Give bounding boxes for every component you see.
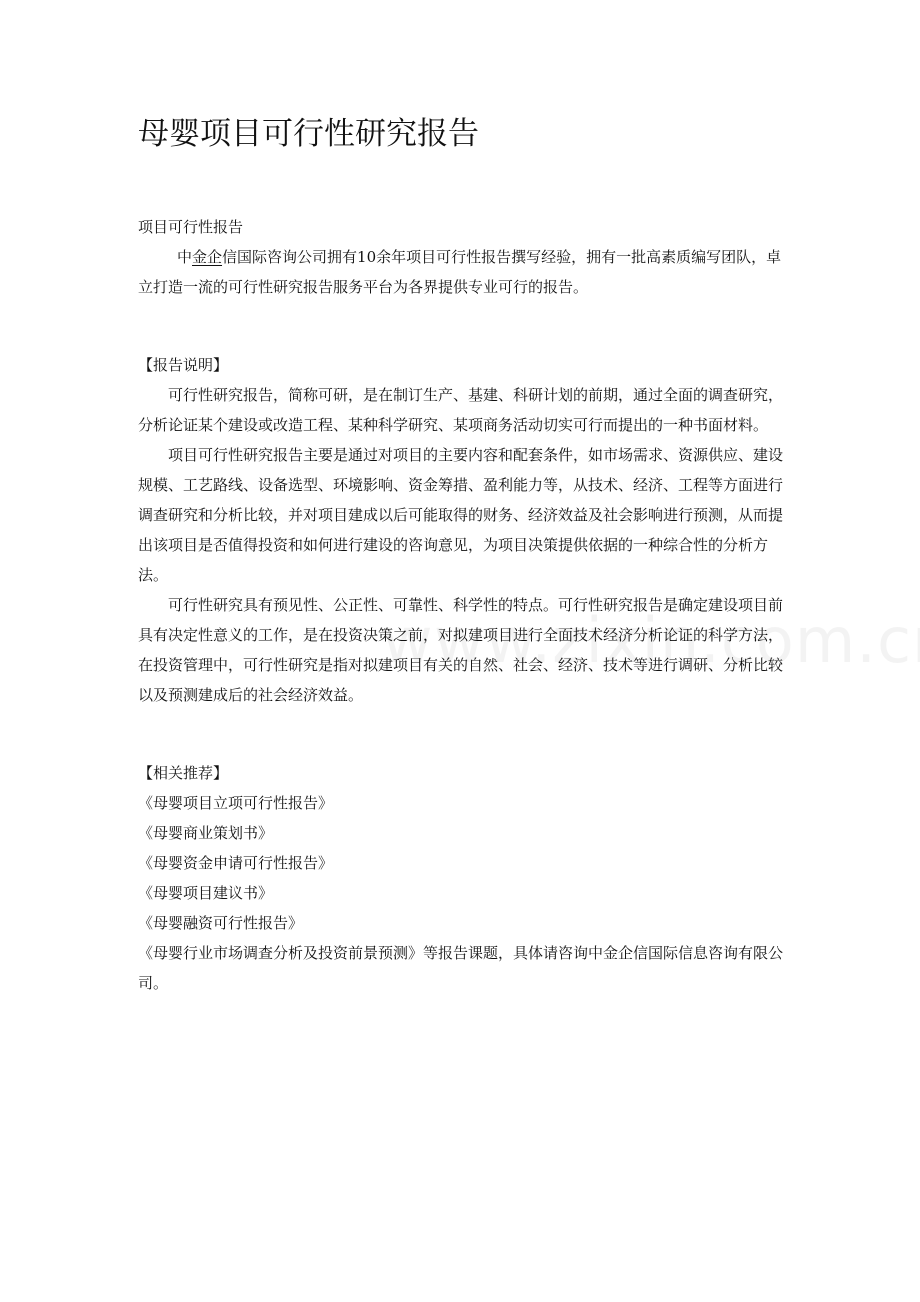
document-title: 母婴项目可行性研究报告: [138, 116, 479, 152]
document-body: [138, 212, 794, 998]
report-heading: 【报告说明】: [138, 356, 229, 374]
intro-pre: 中: [177, 248, 193, 266]
closing-paragraph: 《母婴行业市场调查分析及投资前景预测》等报告课题，具体请咨询中金企信国际信息咨询有限公司。: [138, 944, 784, 992]
related-item[interactable]: 《母婴项目建议书》: [138, 884, 274, 902]
paragraph-features: 可行性研究具有预见性、公正性、可靠性、科学性的特点。可行性研究报告是确定建设项目前具有决定性意义的工作，是在投资决策之前，对拟建项目进行全面技术经济分析论证的科学方法，在投资管理中，可行性研究是指对拟建项目有关的自然、社会、经济、技术等进行调研、分析比较以及预测建成后的社会经济效益。: [138, 596, 784, 704]
paragraph-definition: 可行性研究报告，简称可研，是在制订生产、基建、科研计划的前期，通过全面的调查研究，分析论证某个建设或改造工程、某种科学研究、某项商务活动切实可行而提出的一种书面材料。: [138, 386, 784, 434]
related-item[interactable]: 《母婴资金申请可行性报告》: [138, 854, 334, 872]
spacer: [138, 302, 794, 350]
related-heading: 【相关推荐】: [138, 764, 229, 782]
company-link[interactable]: 金企: [192, 248, 223, 266]
related-item[interactable]: 《母婴融资可行性报告》: [138, 914, 304, 932]
subtitle: 项目可行性报告: [138, 218, 244, 236]
paragraph-content: 项目可行性研究报告主要是通过对项目的主要内容和配套条件，如市场需求、资源供应、建设规模、工艺路线、设备选型、环境影响、资金筹措、盈利能力等，从技术、经济、工程等方面进行调查研究和分析比较，并对项目建成以后可能取得的财务、经济效益及社会影响进行预测，从而提出该项目是否值得投资和如何进行建设的咨询意见，为项目决策提供依据的一种综合性的分析方法。: [138, 446, 784, 584]
related-item[interactable]: 《母婴商业策划书》: [138, 824, 274, 842]
intro-post: 信国际咨询公司拥有10余年项目可行性报告撰写经验，拥有一批高素质编写团队，卓立打造一流的可行性研究报告服务平台为各界提供专业可行的报告。: [138, 248, 782, 296]
intro-paragraph: [138, 242, 794, 302]
related-item[interactable]: 《母婴项目立项可行性报告》: [138, 794, 334, 812]
spacer: [138, 710, 794, 758]
